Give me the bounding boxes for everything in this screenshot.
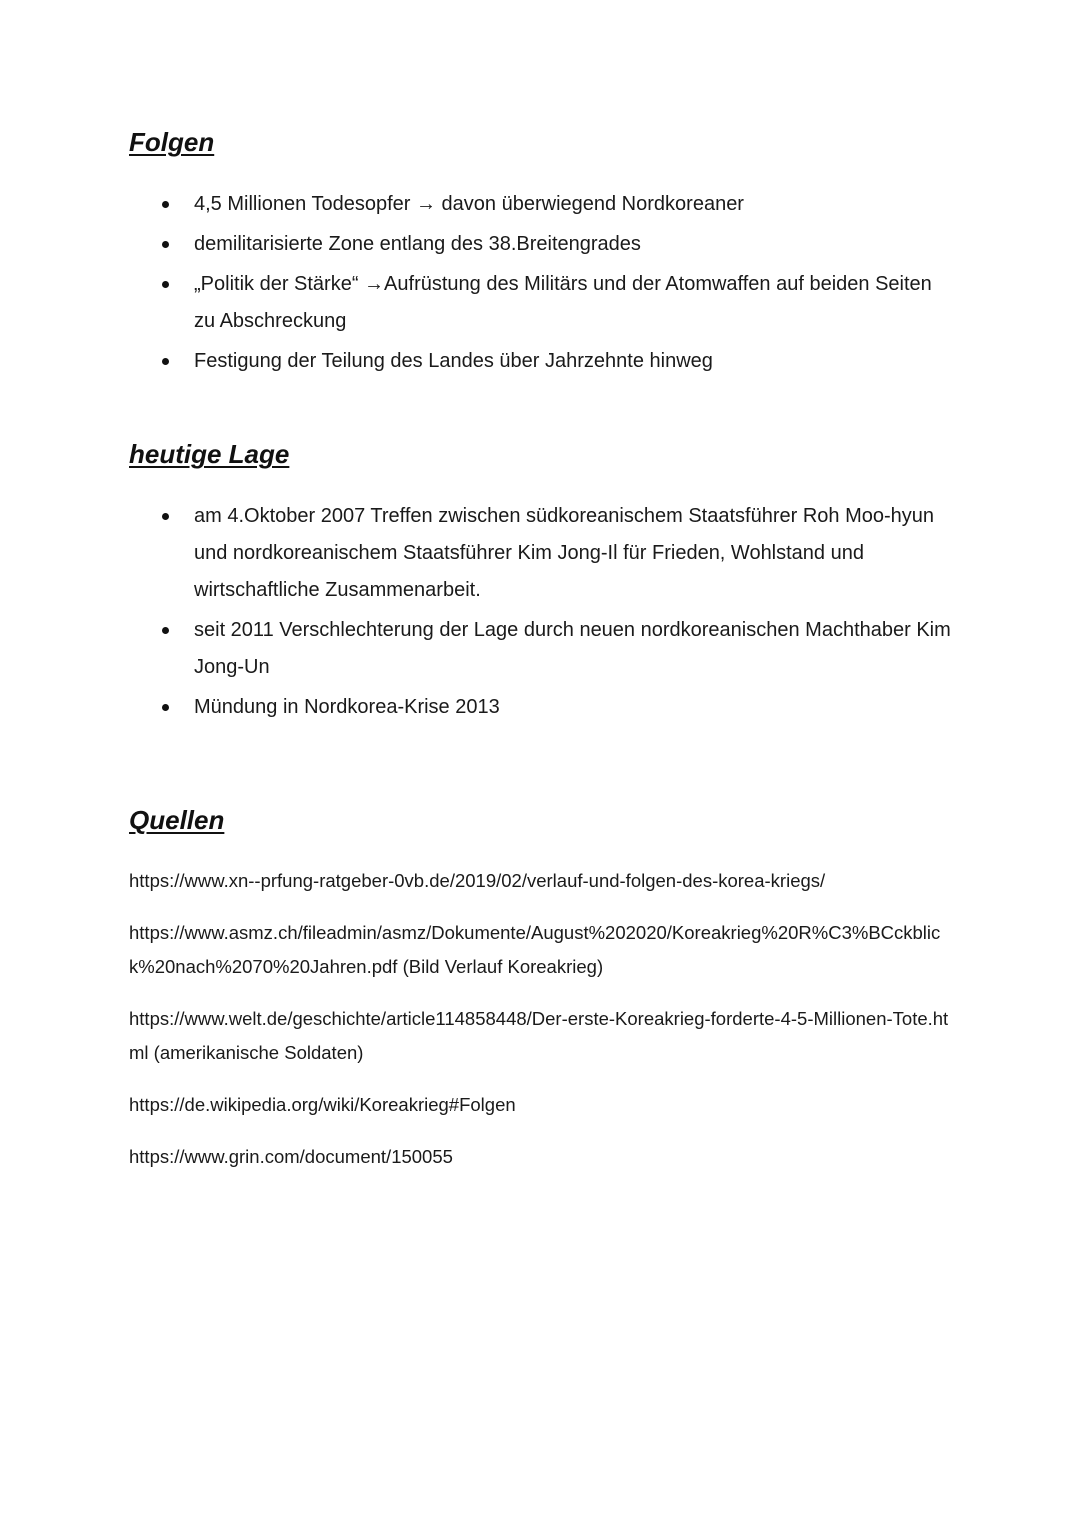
heading-quellen: Quellen (129, 805, 225, 835)
heading-heutige-lage: heutige Lage (129, 439, 290, 469)
heutige-lage-item (0, 689, 954, 726)
folgen-item-text: Festigung der Teilung des Landes über Jahrzehnte hinweg (194, 350, 713, 372)
bullet-icon (162, 241, 169, 248)
folgen-item-text: demilitarisierte Zone entlang des 38.Breitengrades (194, 233, 641, 255)
bullet-icon (162, 627, 169, 634)
heutige-lage-item (0, 498, 954, 609)
heutige-lage-item-text: seit 2011 Verschlechterung der Lage durch neuen nordkoreanischen Machthaber Kim Jong-Un (194, 619, 951, 678)
source-link: https://www.welt.de/geschichte/article114858448/Der-erste-Koreakrieg-forderte-4-5-Millionen-Tote.html (amerikanische Soldaten) (129, 1008, 949, 1063)
folgen-item-text: 4,5 Millionen Todesopfer → davon überwiegend Nordkoreaner (194, 193, 744, 215)
folgen-item (0, 186, 954, 223)
source-link: https://www.xn--prfung-ratgeber-0vb.de/2019/02/verlauf-und-folgen-des-korea-kriegs/ (129, 870, 826, 891)
bullet-icon (162, 201, 169, 208)
bullet-icon (162, 358, 169, 365)
folgen-list (0, 186, 1080, 383)
quellen-list (129, 864, 959, 1192)
heading-folgen: Folgen (129, 127, 215, 157)
heutige-lage-item-text: Mündung in Nordkorea-Krise 2013 (194, 696, 500, 718)
source-link: https://www.asmz.ch/fileadmin/asmz/Dokumente/August%202020/Koreakrieg%20R%C3%BCckblick%20nach%2070%20Jahren.pdf (Bild Verlauf Koreakrieg) (129, 922, 941, 977)
source-link: https://www.grin.com/document/150055 (129, 1146, 453, 1167)
folgen-item (0, 226, 954, 263)
heutige-lage-item (0, 612, 954, 686)
bullet-icon (162, 281, 169, 288)
bullet-icon (162, 704, 169, 711)
source-link: https://de.wikipedia.org/wiki/Koreakrieg#Folgen (129, 1094, 516, 1115)
bullet-icon (162, 513, 169, 520)
heutige-lage-list (0, 498, 1080, 729)
folgen-item-text: „Politik der Stärke“ →Aufrüstung des Militärs und der Atomwaffen auf beiden Seiten zu Abschreckung (194, 273, 932, 332)
folgen-item (0, 266, 954, 340)
heutige-lage-item-text: am 4.Oktober 2007 Treffen zwischen südkoreanischem Staatsführer Roh Moo-hyun und nordkoreanischem Staatsführer Kim Jong-Il für Frieden, Wohlstand und wirtschaftliche Zusammenarbeit. (194, 505, 935, 601)
folgen-item (0, 343, 954, 380)
